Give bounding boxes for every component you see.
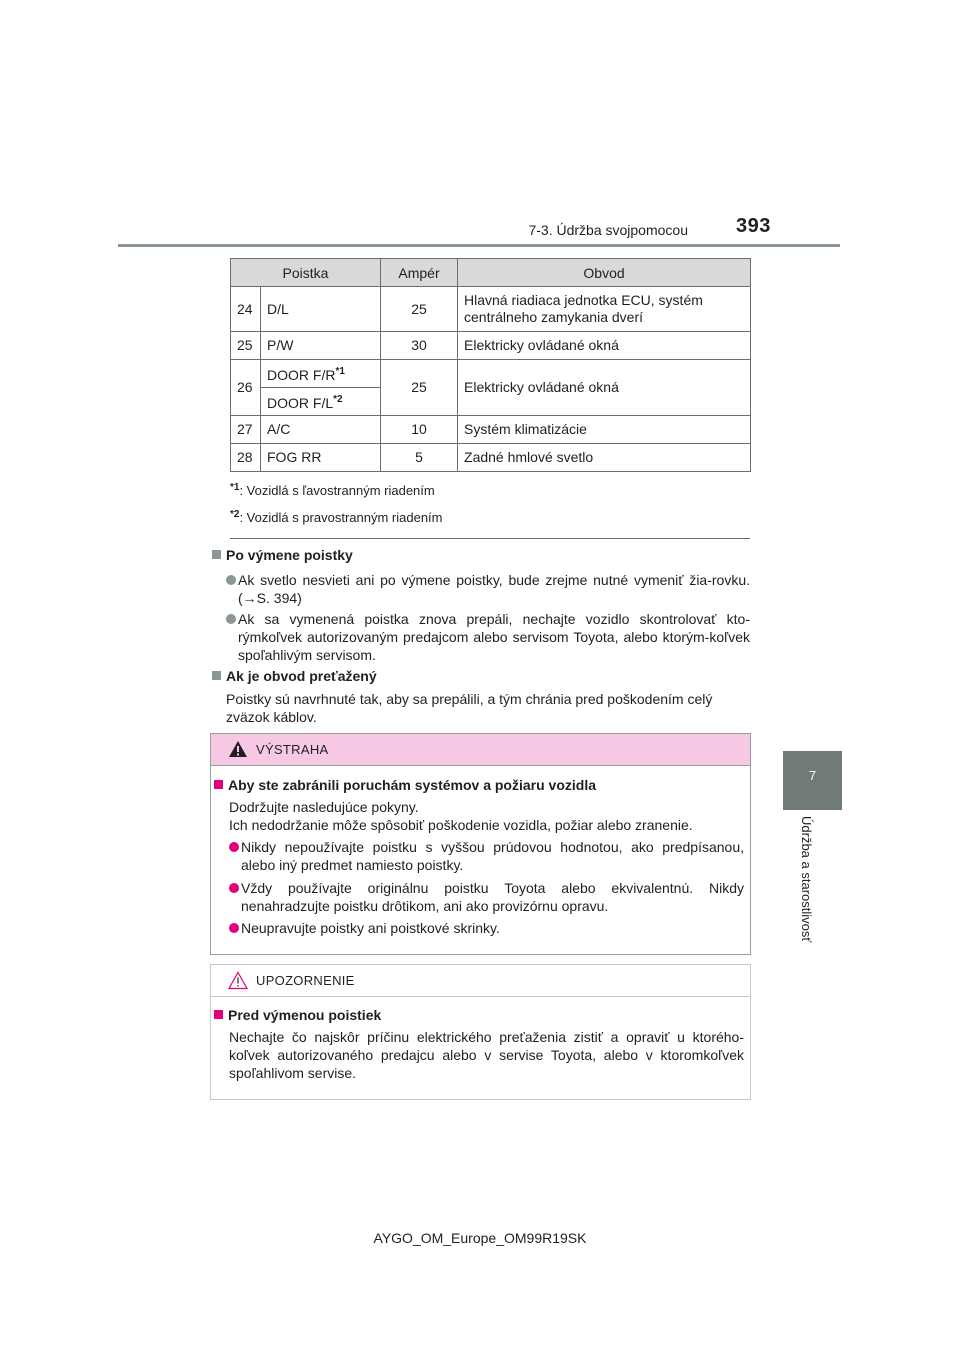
warning-triangle-icon [228, 740, 248, 758]
list-item [226, 571, 750, 607]
footnote [230, 482, 435, 498]
column-header: Poistka [231, 259, 381, 287]
fuse-circuit: Elektricky ovládané okná [458, 332, 751, 360]
page-number: 393 [736, 215, 771, 237]
warning-text-line: Ich nedodržanie môže spôsobiť poškodenie vozidla, požiar alebo zranenie. [229, 817, 693, 833]
warning-heading [214, 777, 596, 793]
section-heading [212, 668, 377, 684]
fuse-number: 28 [231, 444, 261, 472]
warning-header [211, 734, 750, 766]
fuse-number: 24 [231, 287, 261, 332]
list-item [229, 879, 744, 915]
notice-label: UPOZORNENIE [256, 973, 355, 988]
fuse-circuit: Zadné hmlové svetlo [458, 444, 751, 472]
table-row [231, 360, 751, 388]
table-row [231, 332, 751, 360]
notice-header [211, 965, 750, 997]
fuse-name-text: DOOR F/R [267, 367, 336, 383]
footnote-mark: *1 [230, 482, 240, 493]
bullet-dot-icon [226, 575, 236, 585]
notice-heading-text: Pred výmenou poistiek [228, 1007, 382, 1023]
list-item-text: Ak sa vymenená poistka znova prepáli, nechajte vozidlo skontrolovať kto-rýmkoľvek autorizovaným predajcom alebo servisom Toyota, alebo ktorým-koľvek spoľahlivým servisom. [238, 611, 750, 663]
table-row [231, 416, 751, 444]
warning-paragraph [229, 798, 744, 834]
header-rule [118, 244, 840, 247]
fuse-circuit: Elektricky ovládané okná [458, 360, 751, 416]
fuse-number: 27 [231, 416, 261, 444]
list-item [226, 610, 750, 664]
bullet-dot-icon [229, 842, 239, 852]
fuse-name: FOG RR [261, 444, 381, 472]
footnote-text: : Vozidlá s pravostranným riadením [239, 510, 443, 525]
square-bullet-icon [212, 671, 221, 680]
divider [230, 538, 750, 539]
fuse-name: A/C [261, 416, 381, 444]
list-item-text: Ak svetlo nesvieti ani po výmene poistky, bude zrejme nutné vymeniť žia-rovku. (→S. 394) [238, 572, 750, 606]
fuse-number: 25 [231, 332, 261, 360]
section-title: 7-3. Údržba svojpomocou [528, 222, 688, 238]
bullet-dot-icon [229, 883, 239, 893]
warning-text-line: Dodržujte nasledujúce pokyny. [229, 799, 419, 815]
list-item-text: Vždy používajte originálnu poistku Toyota alebo ekvivalentnú. Nikdy nenahradzujte poistku drôtikom, ani ako provizórnu opravu. [241, 880, 744, 914]
fuse-name-text: DOOR F/L [267, 395, 334, 411]
square-bullet-icon [214, 1010, 223, 1019]
section-heading-text: Ak je obvod preťažený [226, 668, 377, 684]
table-row [231, 444, 751, 472]
warning-label: VÝSTRAHA [256, 742, 329, 757]
bullet-dot-icon [226, 614, 236, 624]
footnote-mark: *2 [333, 394, 343, 405]
fuse-name [261, 388, 381, 416]
document-id: AYGO_OM_Europe_OM99R19SK [373, 1230, 587, 1246]
square-bullet-icon [212, 550, 221, 559]
table-header-row [231, 259, 751, 287]
footnote-mark: *2 [230, 509, 240, 520]
fuse-name [261, 360, 381, 388]
fuse-circuit: Systém klimatizácie [458, 416, 751, 444]
column-header: Obvod [458, 259, 751, 287]
fuse-amp: 25 [381, 360, 458, 416]
fuse-amp: 10 [381, 416, 458, 444]
fuse-amp: 25 [381, 287, 458, 332]
square-bullet-icon [214, 780, 223, 789]
list-item [229, 838, 744, 874]
fuse-amp: 30 [381, 332, 458, 360]
fuse-name: D/L [261, 287, 381, 332]
notice-paragraph: Nechajte čo najskôr príčinu elektrického preťaženia zistiť a opraviť u ktorého-koľvek autorizovaného predajcu alebo v servise Toyota, alebo v ktoromkoľvek spoľahlivom servise. [229, 1029, 744, 1081]
fuse-number: 26 [231, 360, 261, 416]
warning-heading-text: Aby ste zabránili poruchám systémov a požiaru vozidla [228, 777, 596, 793]
fuse-circuit: Hlavná riadiaca jednotka ECU, systém centrálneho zamykania dverí [458, 287, 751, 332]
section-paragraph: Poistky sú navrhnuté tak, aby sa prepálili, a tým chránia pred poškodením celý zväzok káblov. [226, 691, 713, 725]
caution-triangle-icon [228, 971, 248, 990]
chapter-number: 7 [808, 768, 817, 783]
fuse-name: P/W [261, 332, 381, 360]
fuse-amp: 5 [381, 444, 458, 472]
section-heading [212, 547, 353, 563]
table-row [231, 287, 751, 332]
fuse-table [230, 258, 751, 472]
list-item [229, 919, 744, 937]
column-header: Ampér [381, 259, 458, 287]
footnote-mark: *1 [335, 366, 345, 377]
list-item-text: Neupravujte poistky ani poistkové skrinky. [241, 920, 500, 936]
notice-heading [214, 1007, 381, 1023]
list-item-text: Nikdy nepoužívajte poistku s vyššou prúdovou hodnotou, ako predpísanou, alebo iný predmet namiesto poistky. [241, 839, 744, 873]
chapter-label-text: Údržba a starostlivosť [799, 816, 814, 943]
footnote-text: : Vozidlá s ľavostranným riadením [239, 483, 435, 498]
bullet-dot-icon [229, 923, 239, 933]
footnote [230, 509, 443, 525]
section-heading-text: Po výmene poistky [226, 547, 353, 563]
chapter-label [799, 816, 817, 956]
